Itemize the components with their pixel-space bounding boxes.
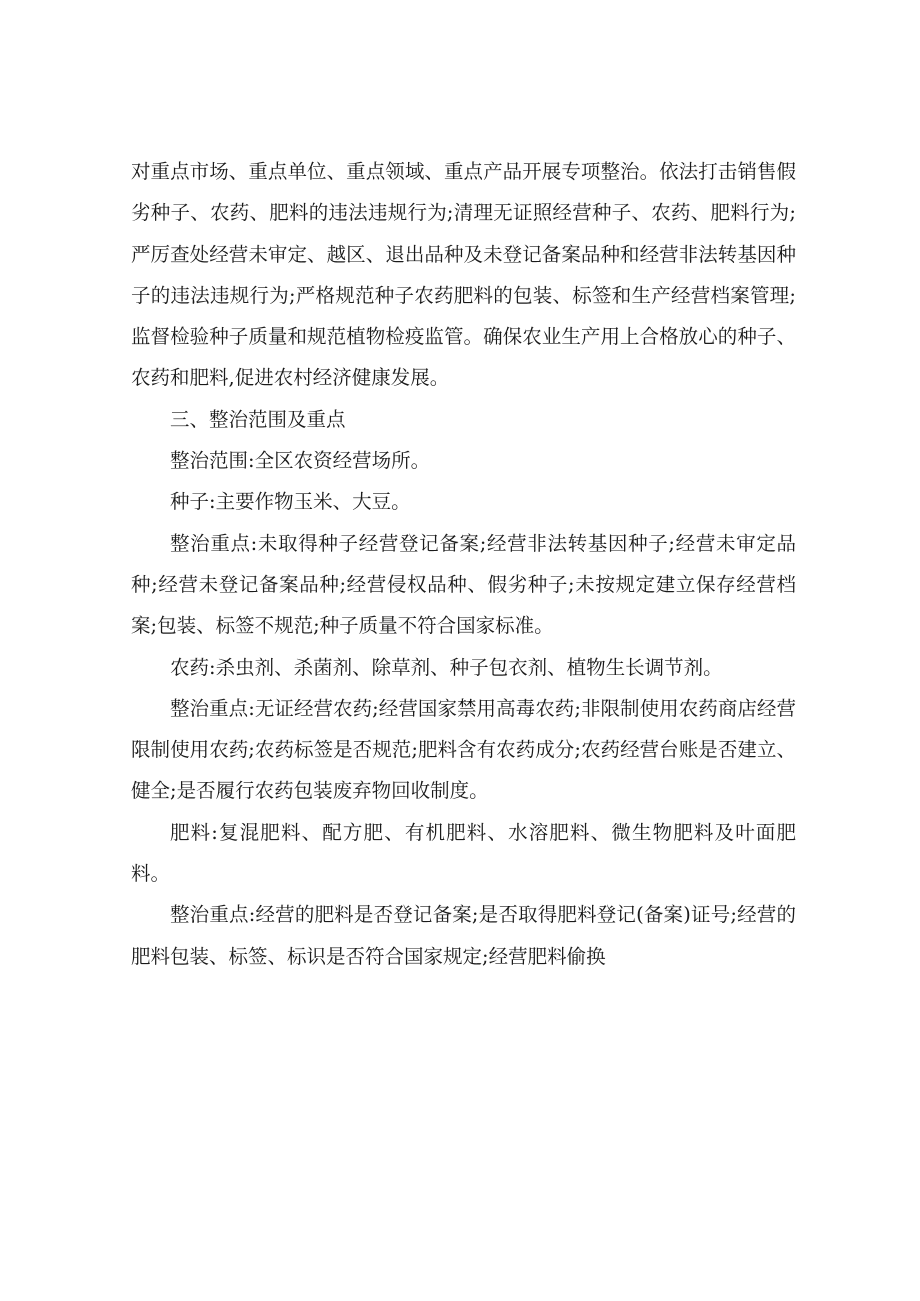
paragraph-fertilizers: 肥料:复混肥料、配方肥、有机肥料、水溶肥料、微生物肥料及叶面肥料。 [131, 820, 796, 886]
paragraph-fertilizers-focus: 整治重点:经营的肥料是否登记备案;是否取得肥料登记(备案)证号;经营的肥料包装、标签、标识是否符合国家规定;经营肥料偷换 [131, 903, 796, 968]
paragraph-seeds: 种子:主要作物玉米、大豆。 [170, 490, 411, 514]
paragraph-pesticides-focus: 整治重点:无证经营农药;经营国家禁用高毒农药;非限制使用农药商店经营限制使用农药;农药标签是否规范;肥料含有农药成分;农药经营台账是否建立、健全;是否履行农药包装废弃物回收制度。 [131, 696, 796, 803]
paragraph-scope: 整治范围:全区农资经营场所。 [170, 449, 431, 473]
paragraph-seeds-focus: 整治重点:未取得种子经营登记备案;经营非法转基因种子;经营未审定品种;经营未登记备案品种;经营侵权品种、假劣种子;未按规定建立保存经营档案;包装、标签不规范;种子质量不符合国家标准。 [131, 531, 796, 638]
paragraph-pesticides: 农药:杀虫剂、杀菌剂、除草剂、种子包衣剂、植物生长调节剂。 [170, 655, 723, 679]
paragraph-continuation: 对重点市场、重点单位、重点领域、重点产品开展专项整治。依法打击销售假劣种子、农药、肥料的违法违规行为;清理无证照经营种子、农药、肥料行为;严厉查处经营未审定、越区、退出品种及未登记备案品种和经营非法转基因种子的违法违规行为;严格规范种子农药肥料的包装、标签和生产经营档案管理;监督检验种子质量和规范植物检疫监管。确保农业生产用上合格放心的种子、农药和肥料,促进农村经济健康发展。 [131, 160, 796, 390]
section-heading: 三、整治范围及重点 [170, 407, 346, 431]
document-body [131, 151, 796, 977]
